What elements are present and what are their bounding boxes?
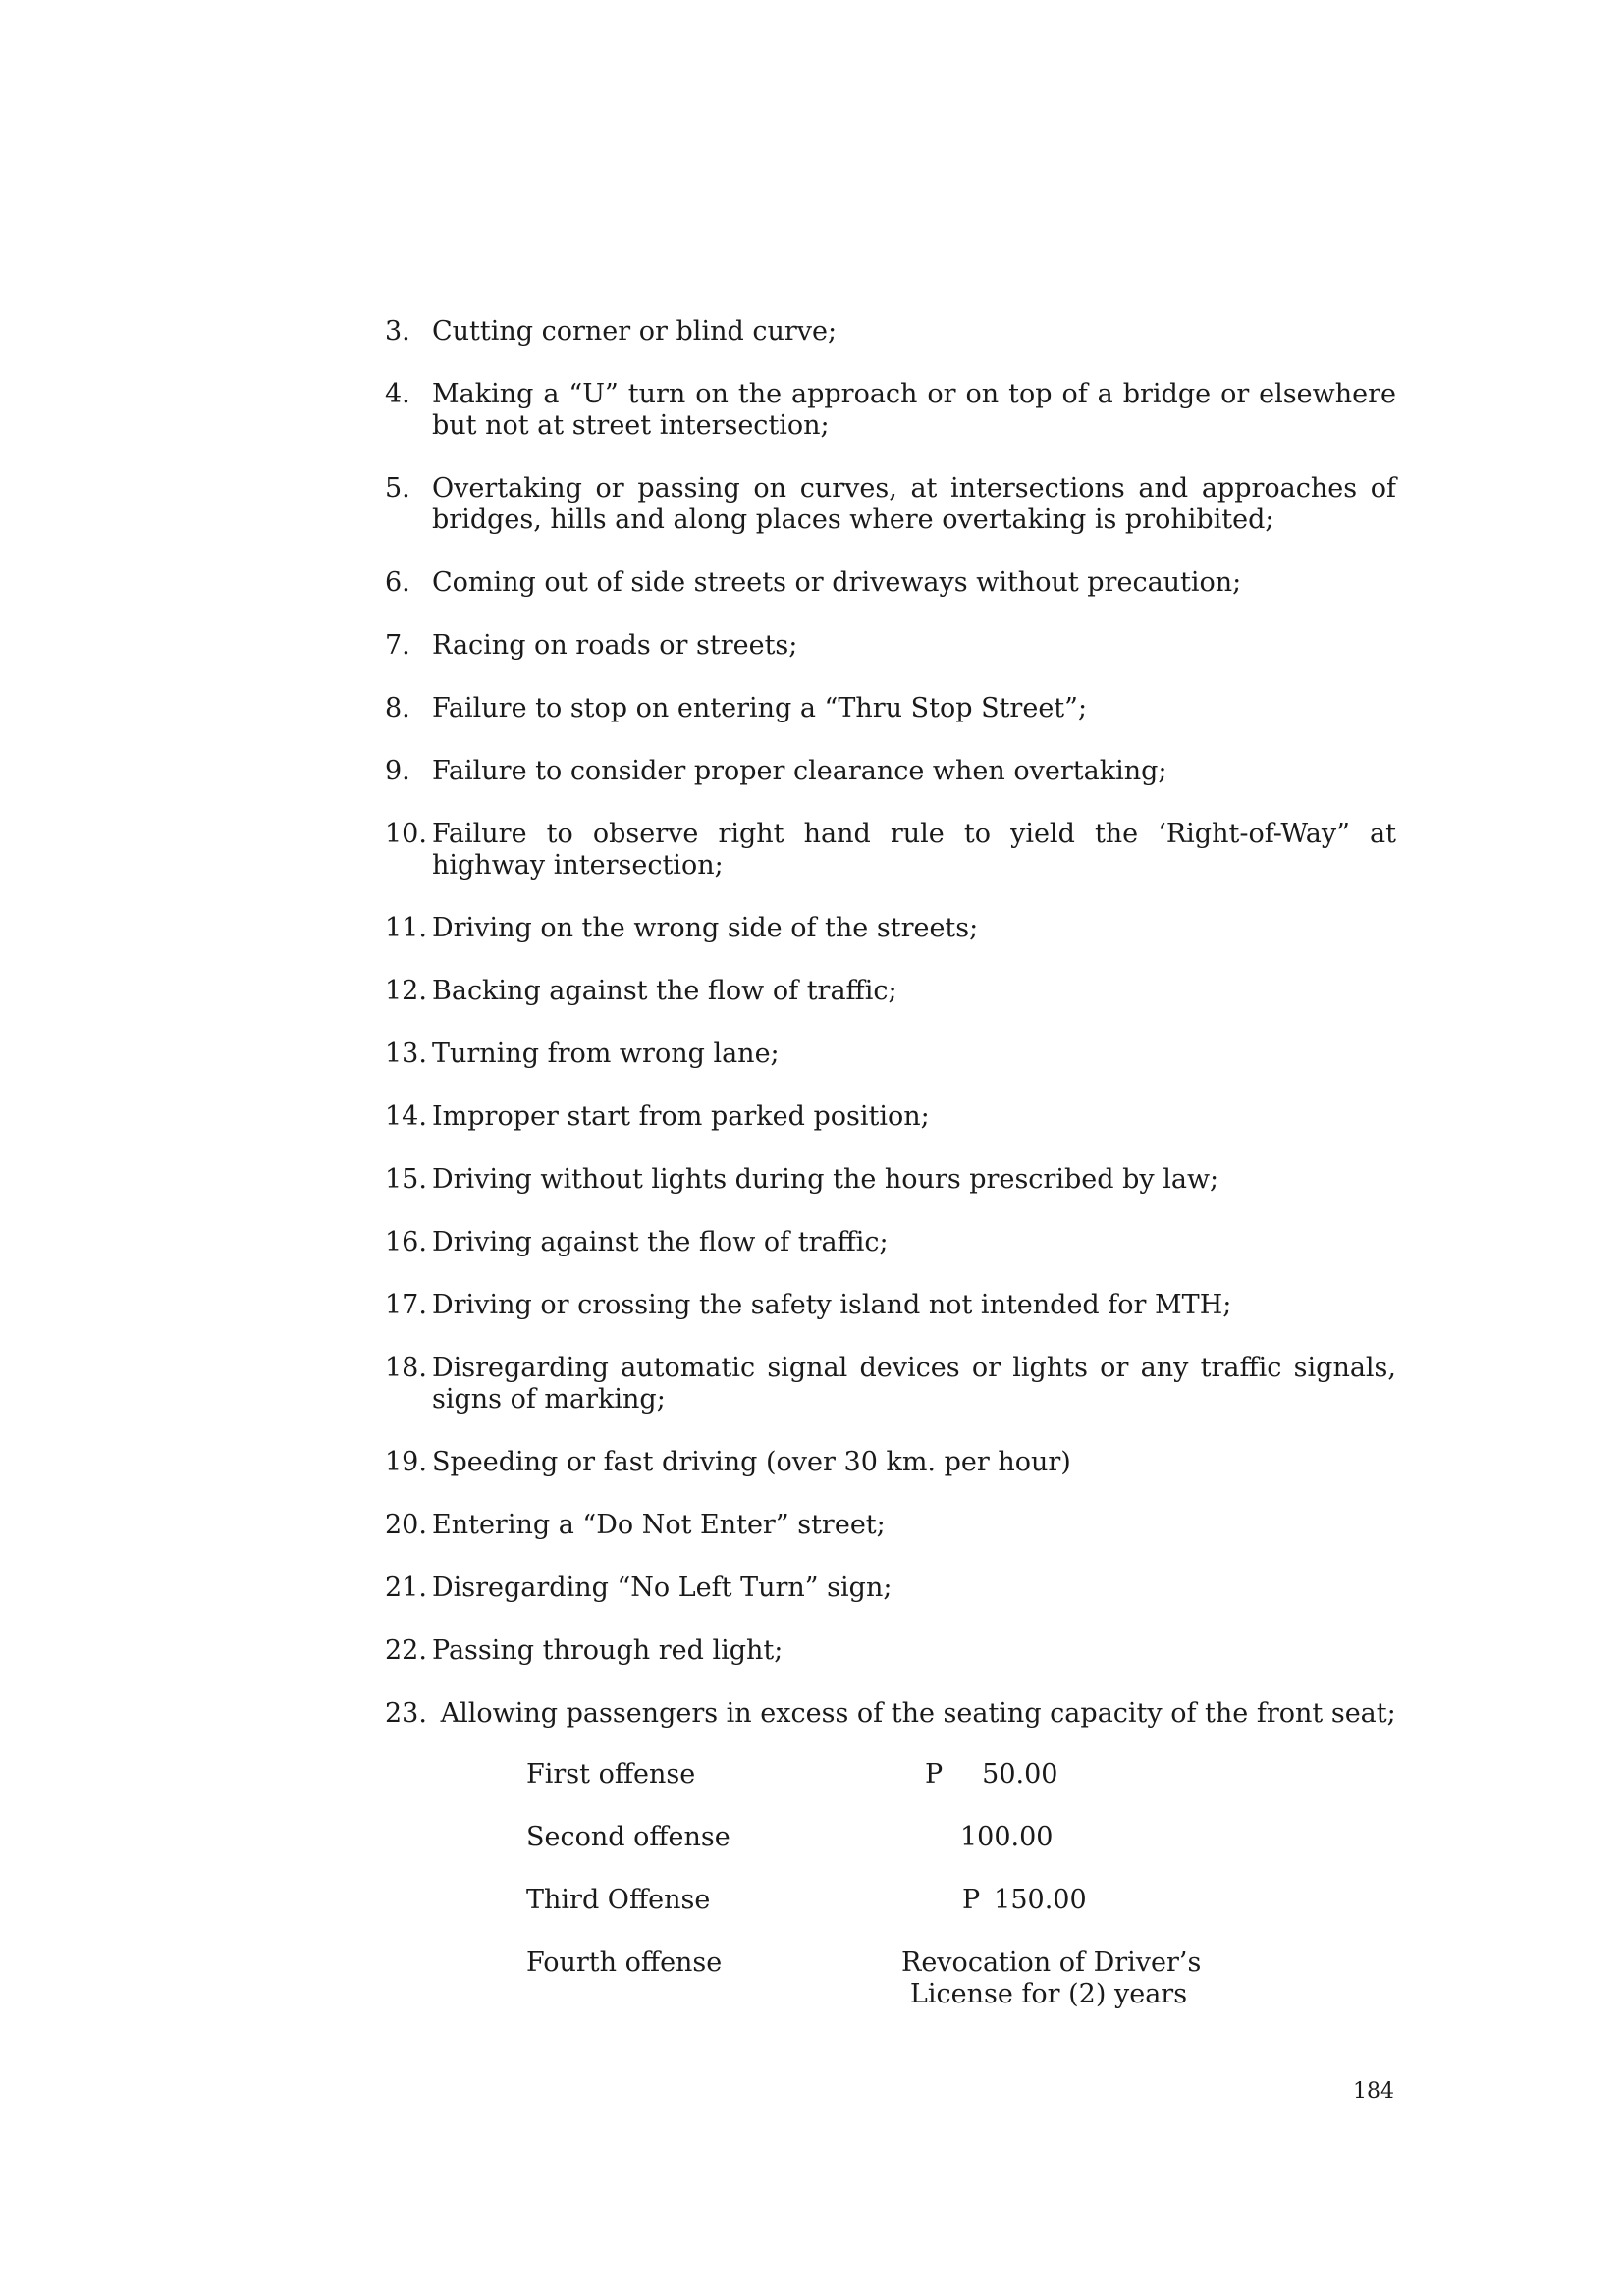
currency-symbol: P [962,1885,981,1915]
item-number: 4. [385,379,410,409]
list-item [385,473,1396,536]
penalty-row-second [526,1822,1233,1853]
fine-amount [962,1885,1087,1916]
item-text: Driving or crossing the safety island not intended for MTH; [432,1290,1232,1320]
item-text: Speeding or fast driving (over 30 km. per hour) [432,1447,1071,1477]
list-item [385,1164,1396,1196]
item-text: Disregarding automatic signal devices or lights or any traffic signals, signs of marking; [432,1353,1396,1415]
list-item [385,1635,1396,1667]
item-text: Failure to consider proper clearance when overtaking; [432,756,1167,786]
list-item [385,1227,1396,1258]
penalty-description [901,1948,1202,2010]
item-number: 13. [385,1039,427,1069]
list-item [385,1510,1396,1541]
item-number: 19. [385,1447,427,1477]
item-number: 15. [385,1164,427,1195]
item-number: 21. [385,1573,427,1603]
list-item [385,1353,1396,1415]
item-text: Overtaking or passing on curves, at intersections and approaches of bridges, hills and along places where overtaking is prohibited; [432,473,1396,535]
list-item [385,976,1396,1007]
item-text: Turning from wrong lane; [432,1039,780,1069]
item-text: Making a “U” turn on the approach or on top of a bridge or elsewhere but not at street intersection; [432,379,1396,441]
item-text: Cutting corner or blind curve; [432,316,838,347]
offense-label: First offense [526,1759,696,1789]
item-number: 8. [385,693,410,723]
penalty-line-1: Revocation of Driver’s [901,1948,1202,1978]
item-number: 20. [385,1510,427,1540]
list-item [385,819,1396,881]
fine-amount [960,1822,1053,1853]
list-item [385,1290,1396,1321]
penalty-row-first [526,1759,1233,1790]
item-number: 18. [385,1353,427,1383]
amount-value: 50.00 [982,1759,1058,1789]
item-text: Failure to stop on entering a “Thru Stop Street”; [432,693,1088,723]
item-text: Failure to observe right hand rule to yield the ‘Right-of-Way” at highway intersection; [432,819,1396,881]
item-text: Driving without lights during the hours prescribed by law; [432,1164,1219,1195]
item-text: Coming out of side streets or driveways without precaution; [432,567,1242,598]
item-text: Driving on the wrong side of the streets; [432,913,979,943]
item-text: Driving against the flow of traffic; [432,1227,889,1257]
currency-symbol: P [925,1759,944,1789]
item-number: 11. [385,913,427,943]
item-number: 7. [385,630,410,661]
list-item [385,379,1396,442]
item-number: 14. [385,1101,427,1132]
item-text: Disregarding “No Left Turn” sign; [432,1573,893,1603]
list-item [385,1101,1396,1133]
list-item [385,693,1396,724]
item-number: 6. [385,567,410,598]
list-item [385,1447,1396,1478]
list-item [385,630,1396,662]
list-item [385,1698,1396,1730]
violations-list [385,316,1396,1761]
penalty-line-2: License for (2) years [909,1979,1188,2009]
amount-value: 150.00 [994,1885,1087,1915]
item-text: Racing on roads or streets; [432,630,798,661]
list-item [385,567,1396,599]
item-number: 12. [385,976,427,1006]
penalty-row-fourth [526,1948,1233,2010]
amount-value: 100.00 [960,1822,1054,1852]
item-number: 17. [385,1290,427,1320]
penalty-schedule [526,1759,1233,2042]
fine-amount [925,1759,1057,1790]
item-number: 5. [385,473,410,504]
list-item [385,756,1396,787]
offense-label: Second offense [526,1822,730,1852]
item-text: Allowing passengers in excess of the seating capacity of the front seat; [432,1698,1396,1729]
list-item [385,913,1396,944]
item-number: 23. [385,1698,427,1729]
offense-label: Third Offense [526,1885,711,1915]
item-number: 16. [385,1227,427,1257]
penalty-row-third [526,1885,1233,1916]
item-text: Improper start from parked position; [432,1101,930,1132]
item-text: Backing against the flow of traffic; [432,976,897,1006]
item-text: Passing through red light; [432,1635,784,1666]
item-text: Entering a “Do Not Enter” street; [432,1510,886,1540]
list-item [385,316,1396,347]
item-number: 10. [385,819,427,849]
item-number: 22. [385,1635,427,1666]
page-number: 184 [1353,2079,1394,2104]
item-number: 9. [385,756,410,786]
item-number: 3. [385,316,410,347]
list-item [385,1039,1396,1070]
offense-label: Fourth offense [526,1948,723,1978]
list-item [385,1573,1396,1604]
